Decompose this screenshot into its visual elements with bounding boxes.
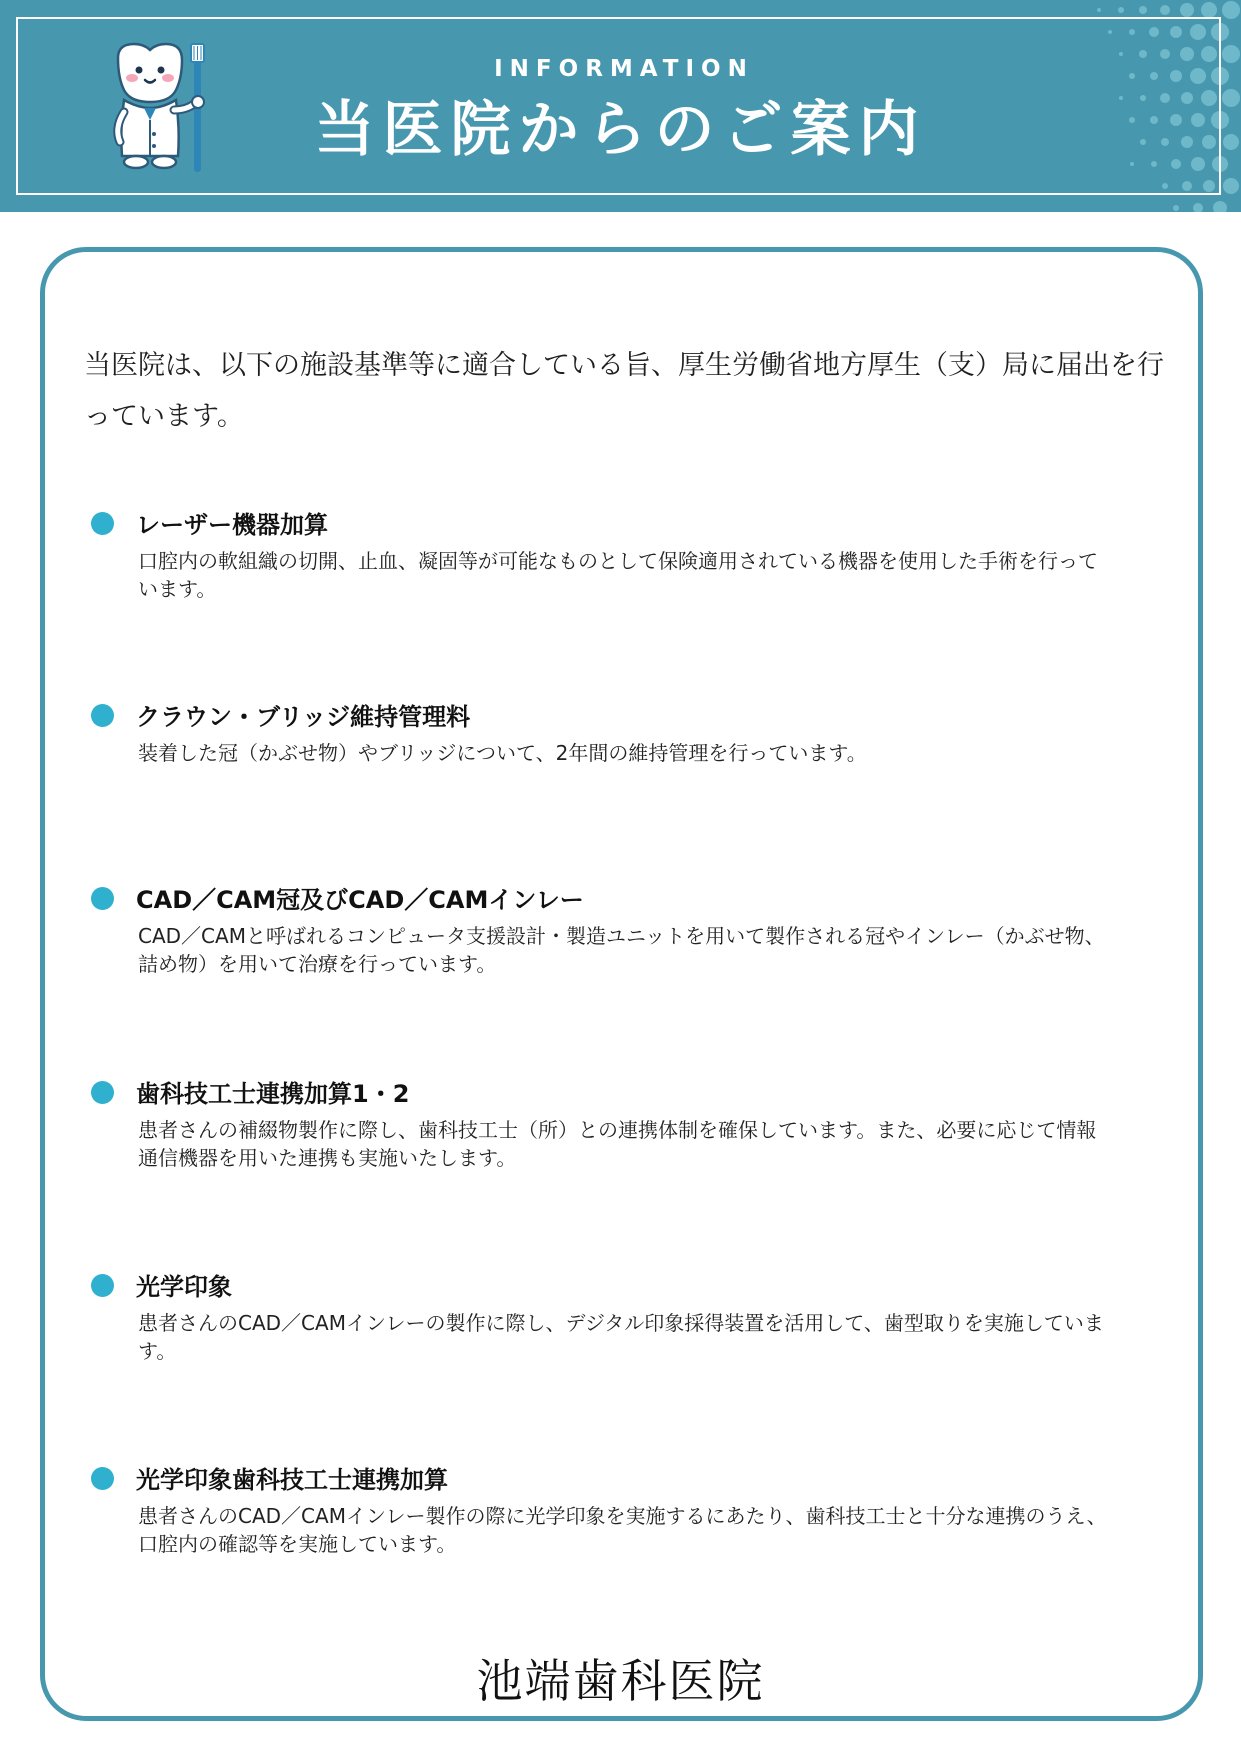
item-title: 光学印象	[136, 1273, 232, 1301]
item-title: レーザー機器加算	[136, 511, 328, 539]
bullet-dot-icon	[91, 1467, 114, 1490]
bullet-dot-icon	[91, 1081, 114, 1104]
item-title: 歯科技工士連携加算1・2	[136, 1080, 410, 1108]
item-description: 患者さんのCAD／CAMインレーの製作に際し、デジタル印象採得装置を活用して、歯型取りを実施しています。	[138, 1311, 1104, 1363]
header-subtitle: INFORMATION	[494, 56, 754, 82]
page-title: 当医院からのご案内	[314, 95, 927, 165]
content-card	[40, 247, 1203, 1721]
bullet-dot-icon	[91, 704, 114, 727]
item-title: CAD／CAM冠及びCAD／CAMインレー	[136, 886, 584, 914]
item-description: 口腔内の軟組織の切開、止血、凝固等が可能なものとして保険適用されている機器を使用した手術を行っています。	[138, 549, 1098, 601]
bullet-dot-icon	[91, 1274, 114, 1297]
bullet-dot-icon	[91, 512, 114, 535]
item-description: CAD／CAMと呼ばれるコンピュータ支援設計・製造ユニットを用いて製作される冠やインレー（かぶせ物、詰め物）を用いて治療を行っています。	[138, 924, 1105, 976]
item-description: 患者さんのCAD／CAMインレー製作の際に光学印象を実施するにあたり、歯科技工士と十分な連携のうえ、口腔内の確認等を実施しています。	[138, 1504, 1107, 1556]
bullet-dot-icon	[91, 887, 114, 910]
header-banner	[0, 0, 1241, 212]
item-title: 光学印象歯科技工士連携加算	[136, 1466, 448, 1494]
intro-text: 当医院は、以下の施設基準等に適合している旨、厚生労働省地方厚生（支）局に届出を行っています。	[84, 350, 1164, 432]
item-title: クラウン・ブリッジ維持管理料	[136, 703, 471, 731]
item-description: 患者さんの補綴物製作に際し、歯科技工士（所）との連携体制を確保しています。また、必要に応じて情報通信機器を用いた連携も実施いたします。	[138, 1118, 1097, 1170]
item-description: 装着した冠（かぶせ物）やブリッジについて、2年間の維持管理を行っています。	[138, 741, 867, 765]
clinic-name: 池端歯科医院	[476, 1654, 765, 1708]
